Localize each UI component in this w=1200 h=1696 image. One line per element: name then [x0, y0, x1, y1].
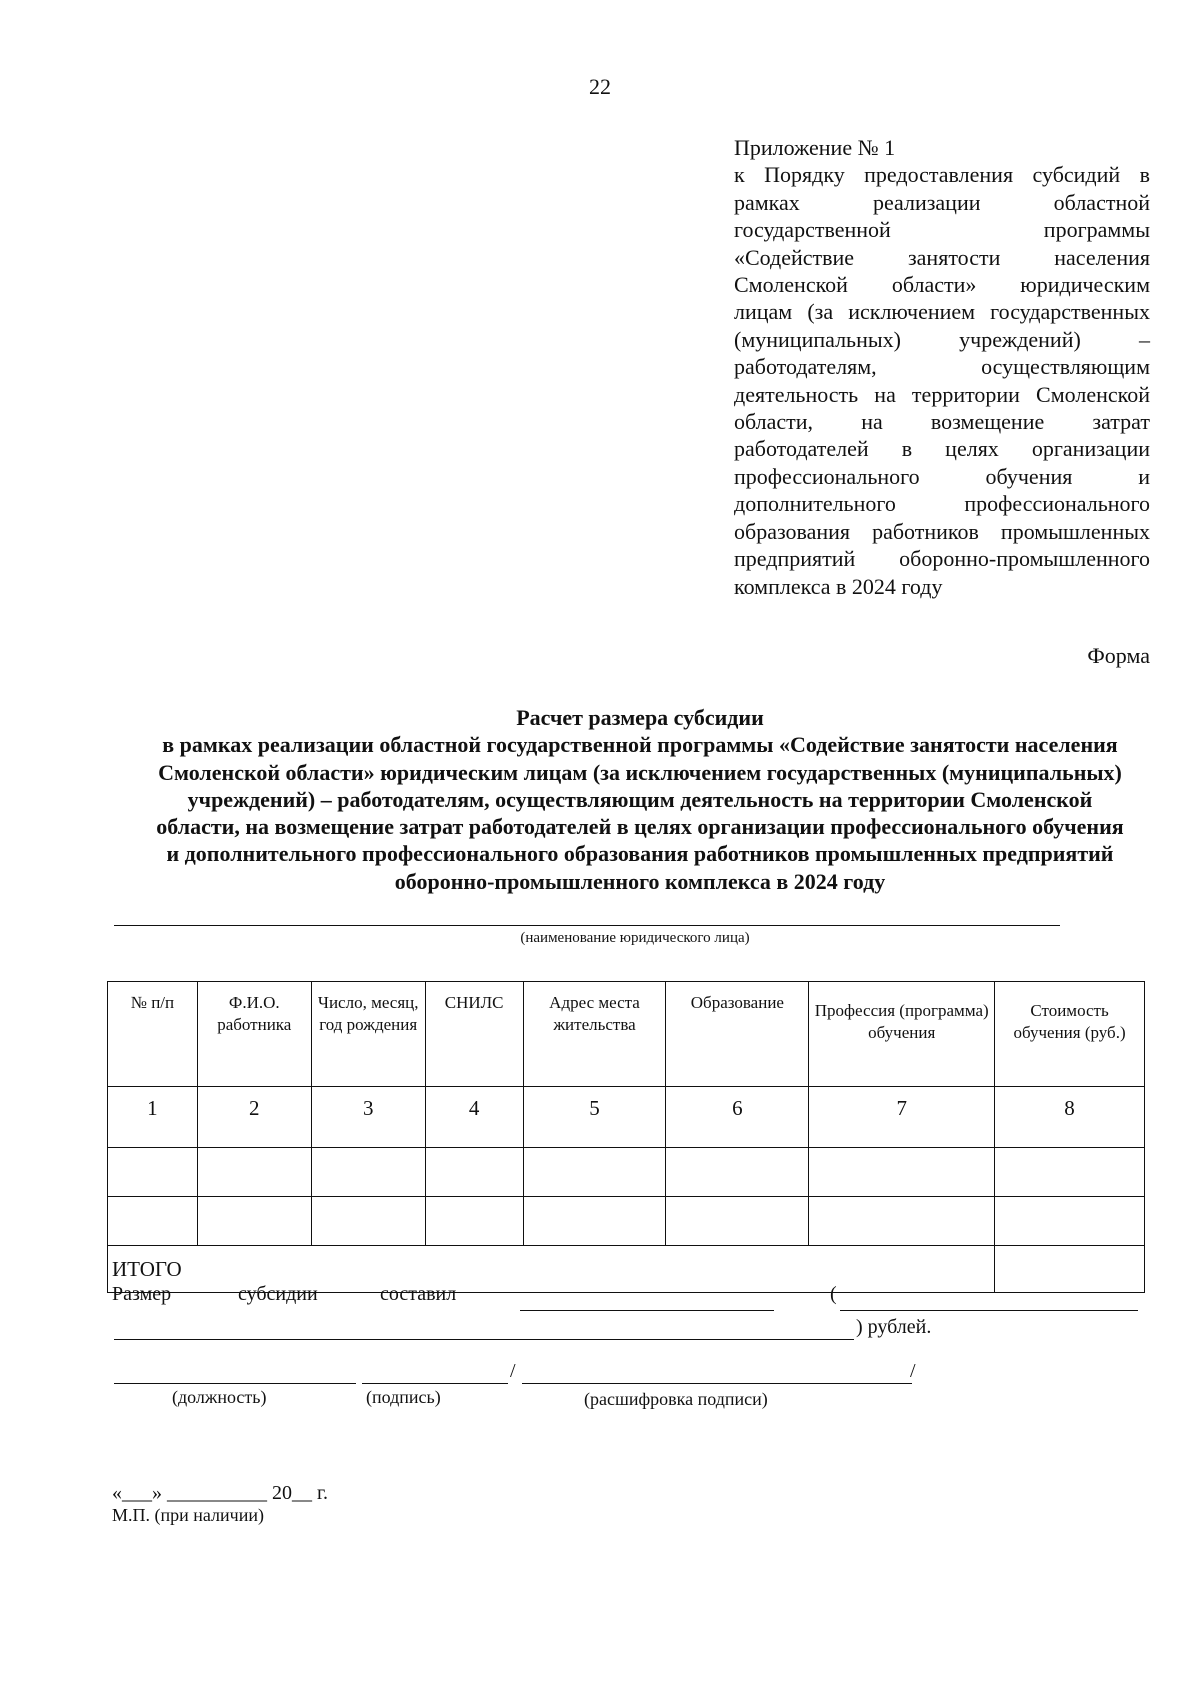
- header-cell: Образование: [666, 982, 809, 1087]
- table-cell[interactable]: [809, 1197, 995, 1246]
- table-cell[interactable]: [995, 1148, 1145, 1197]
- table-cell[interactable]: [666, 1197, 809, 1246]
- subsidy-word: составил: [380, 1283, 457, 1305]
- column-number: 1: [108, 1087, 198, 1148]
- appendix-line: деятельность на территории Смоленской: [734, 381, 1150, 407]
- appendix-line: рамках реализации областной: [734, 189, 1150, 215]
- appendix-line: образования работников промышленных: [734, 518, 1150, 544]
- decoding-caption: (расшифровка подписи): [584, 1389, 768, 1409]
- page-number: 22: [589, 74, 611, 99]
- appendix-line: комплекса в 2024 году: [734, 573, 943, 599]
- header-cell: СНИЛС: [425, 982, 523, 1087]
- table-cell[interactable]: [108, 1197, 198, 1246]
- header-cell: Профессия (программа) обучения: [809, 982, 995, 1087]
- subsidy-words-field[interactable]: [840, 1310, 1138, 1311]
- appendix-line: государственной программы: [734, 217, 1150, 243]
- table-cell[interactable]: [523, 1148, 666, 1197]
- appendix-line: дополнительного профессионального: [734, 491, 1150, 517]
- document-title: [100, 704, 1180, 895]
- table-cell[interactable]: [523, 1197, 666, 1246]
- table-row: [108, 1197, 1145, 1246]
- org-name-field[interactable]: [114, 925, 1060, 926]
- stamp-label: М.П. (при наличии): [112, 1505, 264, 1525]
- appendix-line: области, на возмещение затрат: [734, 409, 1150, 435]
- table-cell[interactable]: [197, 1148, 311, 1197]
- column-number: 8: [995, 1087, 1145, 1148]
- table-cell[interactable]: [311, 1148, 425, 1197]
- table-cell[interactable]: [425, 1197, 523, 1246]
- total-label: ИТОГО: [108, 1246, 995, 1293]
- slash: /: [510, 1360, 516, 1382]
- title-line: оборонно-промышленного комплекса в 2024 году: [394, 868, 886, 894]
- appendix-line: профессионального обучения и: [734, 463, 1150, 489]
- appendix-line: работодателям, осуществляющим: [734, 354, 1150, 380]
- title-line: в рамках реализации областной государственной программы «Содействие занятости населения: [162, 732, 1118, 758]
- header-cell: Число, месяц, год рождения: [311, 982, 425, 1087]
- column-number: 7: [809, 1087, 995, 1148]
- appendix-line: (муниципальных) учреждений) –: [734, 326, 1150, 352]
- org-name-caption: (наименование юридического лица): [520, 930, 750, 946]
- appendix-line: Смоленской области» юридическим: [734, 272, 1150, 298]
- column-number: 5: [523, 1087, 666, 1148]
- title-line: Смоленской области» юридическим лицам (за исключением государственных (муниципальных): [158, 759, 1122, 785]
- signature-decoding-field[interactable]: [522, 1383, 912, 1384]
- table-header-row: [108, 982, 1145, 1087]
- form-label: Форма: [1087, 643, 1150, 668]
- header-cell: Стоимость обучения (руб.): [995, 982, 1145, 1087]
- table-cell[interactable]: [809, 1148, 995, 1197]
- appendix-line: к Порядку предоставления субсидий в: [734, 162, 1150, 188]
- total-value-cell[interactable]: [995, 1246, 1145, 1293]
- subsidy-table: [107, 981, 1145, 1293]
- subsidy-words-field-2[interactable]: [114, 1339, 854, 1340]
- table-cell[interactable]: [311, 1197, 425, 1246]
- title-line: Расчет размера субсидии: [516, 705, 764, 730]
- appendix-line: лицам (за исключением государственных: [734, 299, 1150, 325]
- appendix-note: [734, 134, 1150, 600]
- rubles-label: ) рублей.: [856, 1316, 932, 1338]
- table-cell[interactable]: [995, 1197, 1145, 1246]
- open-paren: (: [830, 1283, 837, 1305]
- title-line: учреждений) – работодателям, осуществляющим деятельность на территории Смоленской: [187, 786, 1093, 812]
- appendix-line: предприятий оборонно-промышленного: [734, 546, 1150, 572]
- appendix-line: работодателей в целях организации: [734, 436, 1150, 462]
- title-line: и дополнительного профессионального образования работников промышленных предприятий: [166, 841, 1114, 867]
- subsidy-amount-field[interactable]: [520, 1310, 774, 1311]
- column-number: 6: [666, 1087, 809, 1148]
- header-cell: Адрес места жительства: [523, 982, 666, 1087]
- table-row: [108, 1148, 1145, 1197]
- header-cell: № п/п: [108, 982, 198, 1087]
- slash: /: [910, 1360, 916, 1382]
- appendix-line: Приложение № 1: [734, 135, 896, 160]
- signature-caption: (подпись): [366, 1387, 441, 1407]
- table-cell[interactable]: [108, 1148, 198, 1197]
- position-caption: (должность): [172, 1387, 267, 1407]
- table-cell[interactable]: [197, 1197, 311, 1246]
- column-number: 3: [311, 1087, 425, 1148]
- table-cell[interactable]: [666, 1148, 809, 1197]
- subsidy-word: Размер: [112, 1283, 172, 1305]
- table-number-row: [108, 1087, 1145, 1148]
- header-cell: Ф.И.О. работника: [197, 982, 311, 1087]
- subsidy-word: субсидии: [238, 1283, 318, 1305]
- appendix-line: «Содействие занятости населения: [734, 244, 1150, 270]
- title-line: области, на возмещение затрат работодателей в целях организации профессионального обучения: [156, 814, 1124, 840]
- signature-field[interactable]: [362, 1383, 508, 1384]
- column-number: 2: [197, 1087, 311, 1148]
- table-cell[interactable]: [425, 1148, 523, 1197]
- date-field[interactable]: «___» __________ 20__ г.: [112, 1482, 328, 1504]
- column-number: 4: [425, 1087, 523, 1148]
- position-field[interactable]: [114, 1383, 356, 1384]
